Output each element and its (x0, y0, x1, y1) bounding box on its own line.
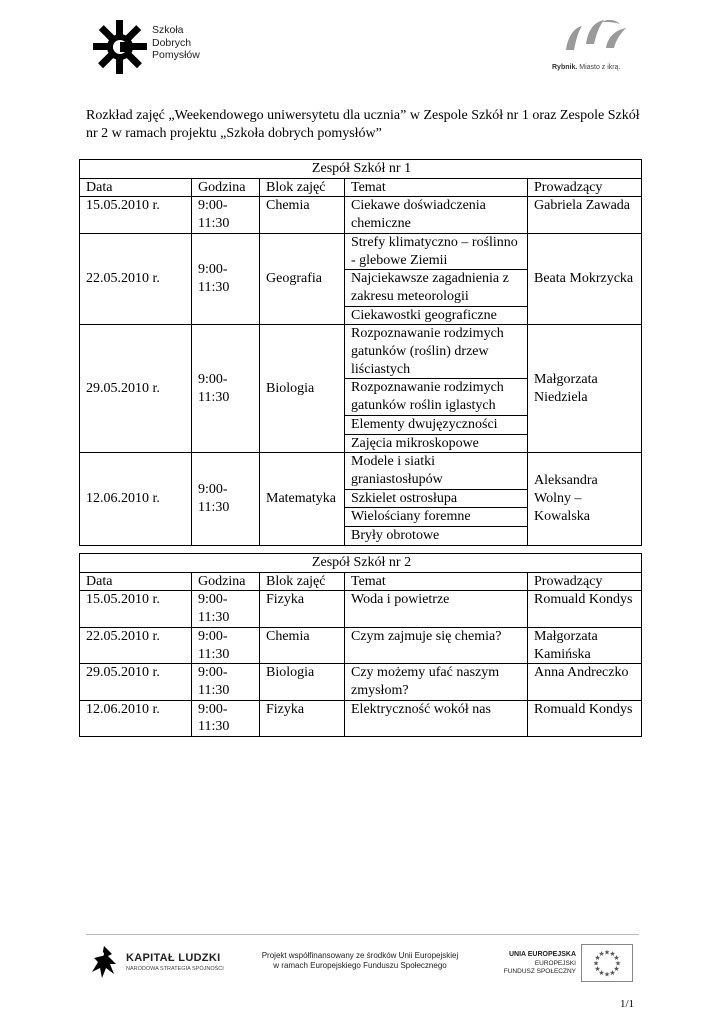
fish-logo-icon (562, 14, 634, 54)
cell-topic: Rozpoznawanie rodzimych gatunków (roślin) drzew liściastych (345, 325, 528, 379)
kl-subtitle: NARODOWA STRATEGIA SPÓJNOŚCI (126, 966, 224, 972)
col-header-date: Data (80, 178, 192, 197)
cell-time: 9:00-11:30 (192, 233, 260, 325)
kl-title: KAPITAŁ LUDZKI (126, 952, 221, 964)
kapital-ludzki-logo (90, 944, 230, 984)
cell-topic: Strefy klimatyczno – roślinno - glebowe Ziemii (345, 233, 528, 269)
table-header-row (80, 178, 642, 197)
table-row (80, 627, 642, 663)
cell-topic: Modele i siatki graniastosłupów (345, 453, 528, 489)
cell-date: 29.05.2010 r. (80, 664, 192, 700)
schedule-table-zs1 (79, 159, 642, 546)
cell-date: 15.05.2010 r. (80, 591, 192, 627)
cell-topic: Ciekawostki geograficzne (345, 306, 528, 325)
table-title-row (80, 160, 642, 179)
table-row (80, 197, 642, 233)
eu-star: ★ (603, 948, 611, 957)
eu-star: ★ (594, 954, 601, 962)
eu-line-2: EUROPEJSKI (534, 959, 576, 967)
cell-teacher: Romuald Kondys (528, 591, 642, 627)
page-number: 1/1 (620, 998, 635, 1010)
eu-line-3: FUNDUSZ SPOŁECZNY (503, 968, 576, 975)
cell-teacher: Beata Mokrzycka (528, 233, 642, 325)
cell-subject: Biologia (260, 664, 345, 700)
cofinancing-note (252, 951, 468, 971)
table-header-row (80, 572, 642, 591)
cell-topic: Ciekawe doświadczenia chemiczne (345, 197, 528, 233)
eu-star: ★ (594, 965, 601, 973)
cell-time: 9:00-11:30 (192, 627, 260, 663)
eu-star: ★ (603, 970, 611, 979)
eu-star: ★ (598, 949, 605, 958)
logo-line-1: Szkoła (152, 24, 184, 36)
table-title-row (80, 554, 642, 573)
cell-teacher: Anna Andreczko (528, 664, 642, 700)
col-header-teacher: Prowadzący (528, 178, 642, 197)
intro-text: Rozkład zajęć „Weekendowego uniwersytetu dla ucznia” w Zespole Szkół nr 1 oraz Zespole Szkół nr 2 w ramach projektu „Szkoła dobrych pomysłów” (86, 108, 640, 141)
cell-topic: Wielościany foremne (345, 508, 528, 527)
table-title: Zespół Szkół nr 2 (80, 554, 642, 573)
cell-subject: Chemia (260, 627, 345, 663)
col-header-topic: Temat (345, 572, 528, 591)
cell-time: 9:00-11:30 (192, 453, 260, 546)
school-logo-text (152, 24, 200, 62)
slogan-text: Miasto z ikrą. (577, 64, 621, 71)
logo-line-3: Pomysłów (152, 49, 200, 61)
cell-topic: Szkielet ostrosłupa (345, 489, 528, 508)
cell-topic: Bryły obrotowe (345, 527, 528, 546)
cell-topic: Zajęcia mikroskopowe (345, 434, 528, 453)
eu-stars-icon (582, 945, 632, 981)
cell-topic: Czy możemy ufać naszym zmysłom? (345, 664, 528, 700)
eu-star: ★ (598, 969, 605, 978)
cell-topic: Rozpoznawanie rodzimych gatunków roślin iglastych (345, 379, 528, 415)
eu-star: ★ (613, 965, 620, 973)
rybnik-logo (548, 14, 648, 76)
slogan-city: Rybnik. (552, 64, 578, 71)
cell-teacher: Małgorzata Niedziela (528, 325, 642, 453)
eu-line-1: UNIA EUROPEJSKA (508, 951, 576, 958)
table-row (80, 591, 642, 627)
cell-subject: Fizyka (260, 591, 345, 627)
cell-date: 22.05.2010 r. (80, 233, 192, 325)
table-row (80, 700, 642, 736)
logo-line-2: Dobrych (152, 36, 192, 49)
col-header-date: Data (80, 572, 192, 591)
cell-topic: Elementy dwujęzyczności (345, 415, 528, 434)
cell-topic: Elektryczność wokół nas (345, 700, 528, 736)
table-title: Zespół Szkół nr 1 (80, 160, 642, 179)
cell-date: 15.05.2010 r. (80, 197, 192, 233)
cofinancing-line-1: Projekt współfinansowany ze środków Unii Europejskiej (261, 951, 459, 960)
table-row (80, 664, 642, 700)
cell-subject: Matematyka (260, 453, 345, 546)
table-row (80, 233, 642, 269)
eu-star: ★ (609, 949, 616, 958)
cell-time: 9:00-11:30 (192, 664, 260, 700)
cell-date: 12.06.2010 r. (80, 453, 192, 546)
col-header-topic: Temat (345, 178, 528, 197)
col-header-teacher: Prowadzący (528, 572, 642, 591)
cell-topic: Woda i powietrze (345, 591, 528, 627)
table-row (80, 453, 642, 489)
eu-star: ★ (614, 959, 622, 968)
rybnik-slogan (552, 64, 620, 71)
eu-star: ★ (613, 954, 620, 962)
col-header-subject: Blok zajęć (260, 178, 345, 197)
eu-star: ★ (609, 969, 616, 978)
eu-star: ★ (592, 959, 600, 968)
cell-time: 9:00-11:30 (192, 325, 260, 453)
cell-subject: Geografia (260, 233, 345, 325)
cell-topic: Czym zajmuje się chemia? (345, 627, 528, 663)
cell-teacher: Aleksandra Wolny – Kowalska (528, 453, 642, 546)
cell-teacher: Małgorzata Kamińska (528, 627, 642, 663)
col-header-time: Godzina (192, 572, 260, 591)
eu-flag-icon (581, 944, 633, 982)
col-header-subject: Blok zajęć (260, 572, 345, 591)
cell-time: 9:00-11:30 (192, 197, 260, 233)
cell-subject: Chemia (260, 197, 345, 233)
cell-subject: Biologia (260, 325, 345, 453)
cell-date: 12.06.2010 r. (80, 700, 192, 736)
cell-subject: Fizyka (260, 700, 345, 736)
cell-teacher: Romuald Kondys (528, 700, 642, 736)
schedule-table-zs2 (79, 553, 642, 737)
cell-date: 29.05.2010 r. (80, 325, 192, 453)
cell-date: 22.05.2010 r. (80, 627, 192, 663)
footer-divider (86, 934, 639, 935)
col-header-time: Godzina (192, 178, 260, 197)
school-logo (92, 18, 222, 78)
cell-topic: Najciekawsze zagadnienia z zakresu meteorologii (345, 270, 528, 306)
cell-time: 9:00-11:30 (192, 591, 260, 627)
cell-teacher: Gabriela Zawada (528, 197, 642, 233)
cell-time: 9:00-11:30 (192, 700, 260, 736)
table-row (80, 325, 642, 379)
eu-fund-label (492, 951, 576, 977)
cofinancing-line-2: w ramach Europejskiego Funduszu Społecznego (273, 961, 447, 970)
kapital-ludzki-icon (90, 944, 122, 984)
school-emblem-icon (92, 18, 148, 76)
